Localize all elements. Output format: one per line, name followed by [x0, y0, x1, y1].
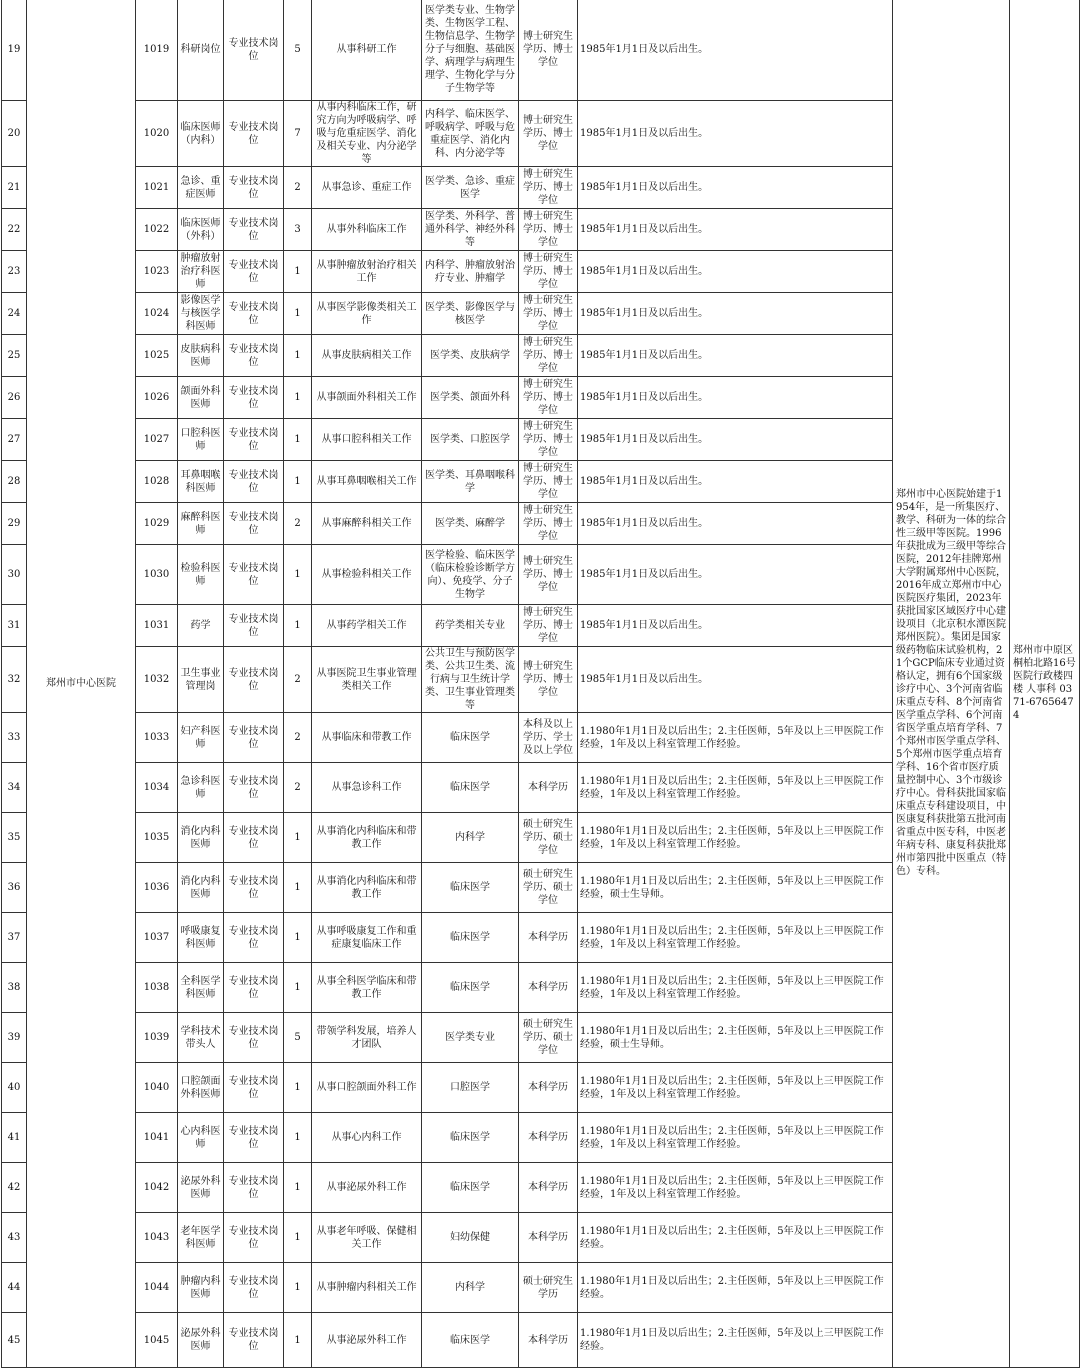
post-name: 泌尿外科医师: [178, 1313, 224, 1368]
post-name: 耳鼻咽喉科医师: [178, 461, 224, 503]
post-type: 专业技术岗位: [224, 503, 284, 545]
education-requirement: 博士研究生学历、博士学位: [519, 647, 578, 713]
post-code: 1030: [136, 545, 178, 605]
post-name: 泌尿外科医师: [178, 1163, 224, 1213]
headcount: 1: [284, 461, 312, 503]
post-name: 影像医学与核医学科医师: [178, 293, 224, 335]
job-duty: 从事颌面外科相关工作: [312, 377, 422, 419]
job-duty: 从事麻醉科相关工作: [312, 503, 422, 545]
post-code: 1045: [136, 1313, 178, 1368]
row-number: 41: [2, 1113, 27, 1163]
row-number: 27: [2, 419, 27, 461]
post-type: 专业技术岗位: [224, 605, 284, 647]
headcount: 1: [284, 605, 312, 647]
job-duty: 从事医院卫生事业管理类相关工作: [312, 647, 422, 713]
major-requirement: 医学类、耳鼻咽喉科学: [422, 461, 519, 503]
major-requirement: 医学类、影像医学与核医学: [422, 293, 519, 335]
post-name: 皮肤病科医师: [178, 335, 224, 377]
recruitment-table: [1, 0, 1080, 1368]
other-requirement: 1985年1月1日及以后出生。: [578, 377, 893, 419]
job-duty: 从事内科临床工作，研究方向为呼吸病学、呼吸与危重症医学、消化及相关专业、内分泌学等: [312, 101, 422, 167]
major-requirement: 临床医学: [422, 963, 519, 1013]
other-requirement: 1.1980年1月1日及以后出生；2.主任医师，5年及以上三甲医院工作经验，1年及以上科室管理工作经验。: [578, 763, 893, 813]
post-type: 专业技术岗位: [224, 1263, 284, 1313]
education-requirement: 本科学历: [519, 1113, 578, 1163]
headcount: 1: [284, 377, 312, 419]
post-name: 临床医师（外科）: [178, 209, 224, 251]
post-code: 1044: [136, 1263, 178, 1313]
post-code: 1024: [136, 293, 178, 335]
job-duty: 从事消化内科临床和带教工作: [312, 813, 422, 863]
other-requirement: 1985年1月1日及以后出生。: [578, 251, 893, 293]
headcount: 2: [284, 167, 312, 209]
job-duty: 从事泌尿外科工作: [312, 1163, 422, 1213]
post-name: 急诊科医师: [178, 763, 224, 813]
post-type: 专业技术岗位: [224, 0, 284, 101]
contact-info: 郑州市中原区桐柏北路16号医院行政楼四楼 人事科 0371-67656474: [1010, 0, 1080, 1368]
row-number: 35: [2, 813, 27, 863]
post-type: 专业技术岗位: [224, 1313, 284, 1368]
job-duty: 从事急诊、重症工作: [312, 167, 422, 209]
post-name: 心内科医师: [178, 1113, 224, 1163]
post-name: 全科医学科医师: [178, 963, 224, 1013]
post-name: 消化内科医师: [178, 863, 224, 913]
post-code: 1027: [136, 419, 178, 461]
other-requirement: 1.1980年1月1日及以后出生；2.主任医师，5年及以上三甲医院工作经验，硕士生导师。: [578, 863, 893, 913]
headcount: 1: [284, 1313, 312, 1368]
major-requirement: 临床医学: [422, 1113, 519, 1163]
post-type: 专业技术岗位: [224, 251, 284, 293]
post-code: 1025: [136, 335, 178, 377]
headcount: 1: [284, 335, 312, 377]
other-requirement: 1985年1月1日及以后出生。: [578, 605, 893, 647]
major-requirement: 医学类、麻醉学: [422, 503, 519, 545]
row-number: 45: [2, 1313, 27, 1368]
post-name: 肿瘤放射治疗科医师: [178, 251, 224, 293]
headcount: 1: [284, 1063, 312, 1113]
major-requirement: 临床医学: [422, 1313, 519, 1368]
post-name: 肿瘤内科医师: [178, 1263, 224, 1313]
job-duty: 从事消化内科临床和带教工作: [312, 863, 422, 913]
other-requirement: 1985年1月1日及以后出生。: [578, 503, 893, 545]
education-requirement: 硕士研究生学历、硕士学位: [519, 813, 578, 863]
education-requirement: 本科及以上学历、学士及以上学位: [519, 713, 578, 763]
table-body: [2, 0, 1080, 1368]
major-requirement: 医学检验、临床医学（临床检验诊断学方向）、免疫学、分子生物学: [422, 545, 519, 605]
post-code: 1035: [136, 813, 178, 863]
major-requirement: 临床医学: [422, 713, 519, 763]
row-number: 40: [2, 1063, 27, 1113]
post-type: 专业技术岗位: [224, 377, 284, 419]
education-requirement: 博士研究生学历、博士学位: [519, 545, 578, 605]
row-number: 30: [2, 545, 27, 605]
job-duty: 从事医学影像类相关工作: [312, 293, 422, 335]
job-duty: 从事口腔颌面外科工作: [312, 1063, 422, 1113]
job-duty: 从事临床和带教工作: [312, 713, 422, 763]
post-name: 口腔科医师: [178, 419, 224, 461]
post-type: 专业技术岗位: [224, 813, 284, 863]
education-requirement: 博士研究生学历、博士学位: [519, 503, 578, 545]
post-name: 科研岗位: [178, 0, 224, 101]
job-duty: 带领学科发展，培养人才团队: [312, 1013, 422, 1063]
other-requirement: 1.1980年1月1日及以后出生；2.主任医师，5年及以上三甲医院工作经验。: [578, 1313, 893, 1368]
post-code: 1040: [136, 1063, 178, 1113]
post-name: 临床医师（内科）: [178, 101, 224, 167]
major-requirement: 内科学、肿瘤放射治疗专业、肿瘤学: [422, 251, 519, 293]
other-requirement: 1985年1月1日及以后出生。: [578, 209, 893, 251]
hospital-introduction: 郑州市中心医院始建于1954年，是一所集医疗、教学、科研为一体的综合性三级甲等医院。1996年获批成为三级甲等综合医院，2012年挂牌郑州大学附属郑州中心医院，2016年成立郑州市中心医院医疗集团，2023年获批国家区域医疗中心建设项目（北京积水潭医院郑州医院）。集团是国家级药物临床试验机构，21个GCP临床专业通过资格认定，拥有6个国家级诊疗中心、3个河南省临床重点专科、8个河南省医学重点学科、6个河南省医学重点培育学科、7个郑州市医学重点学科、5个郑州市医学重点培育学科、16个省市医疗质量控制中心、3个市级诊疗中心。骨科获批国家临床重点专科建设项目，中医康复科获批第五批河南省重点中医专科，中医老年病专科、康复科获批郑州市第四批中医重点（特色）专科。: [893, 0, 1010, 1368]
post-code: 1021: [136, 167, 178, 209]
major-requirement: 临床医学: [422, 763, 519, 813]
headcount: 2: [284, 503, 312, 545]
education-requirement: 本科学历: [519, 1163, 578, 1213]
post-code: 1032: [136, 647, 178, 713]
employer-cell: 郑州市中心医院: [27, 0, 136, 1368]
job-duty: 从事药学相关工作: [312, 605, 422, 647]
row-number: 28: [2, 461, 27, 503]
headcount: 1: [284, 293, 312, 335]
headcount: 1: [284, 863, 312, 913]
education-requirement: 博士研究生学历、博士学位: [519, 461, 578, 503]
other-requirement: 1985年1月1日及以后出生。: [578, 0, 893, 101]
post-code: 1019: [136, 0, 178, 101]
job-duty: 从事检验科相关工作: [312, 545, 422, 605]
headcount: 5: [284, 0, 312, 101]
major-requirement: 内科学: [422, 813, 519, 863]
post-code: 1042: [136, 1163, 178, 1213]
post-code: 1034: [136, 763, 178, 813]
row-number: 31: [2, 605, 27, 647]
job-duty: 从事老年呼吸、保健相关工作: [312, 1213, 422, 1263]
post-type: 专业技术岗位: [224, 763, 284, 813]
other-requirement: 1.1980年1月1日及以后出生；2.主任医师，5年及以上三甲医院工作经验，1年及以上科室管理工作经验。: [578, 1113, 893, 1163]
post-name: 口腔颌面外科医师: [178, 1063, 224, 1113]
education-requirement: 本科学历: [519, 1213, 578, 1263]
post-type: 专业技术岗位: [224, 1063, 284, 1113]
job-duty: 从事口腔科相关工作: [312, 419, 422, 461]
job-duty: 从事急诊科工作: [312, 763, 422, 813]
other-requirement: 1.1980年1月1日及以后出生；2.主任医师，5年及以上三甲医院工作经验，1年及以上科室管理工作经验。: [578, 1163, 893, 1213]
job-duty: 从事皮肤病相关工作: [312, 335, 422, 377]
post-code: 1029: [136, 503, 178, 545]
headcount: 2: [284, 647, 312, 713]
post-name: 颌面外科医师: [178, 377, 224, 419]
job-duty: 从事心内科工作: [312, 1113, 422, 1163]
major-requirement: 医学类、急诊、重症医学: [422, 167, 519, 209]
post-code: 1039: [136, 1013, 178, 1063]
job-duty: 从事全科医学临床和带教工作: [312, 963, 422, 1013]
job-duty: 从事呼吸康复工作和重症康复临床工作: [312, 913, 422, 963]
job-duty: 从事肿瘤放射治疗相关工作: [312, 251, 422, 293]
post-code: 1043: [136, 1213, 178, 1263]
major-requirement: 医学类、颌面外科: [422, 377, 519, 419]
education-requirement: 博士研究生学历、博士学位: [519, 293, 578, 335]
row-number: 24: [2, 293, 27, 335]
post-name: 麻醉科医师: [178, 503, 224, 545]
other-requirement: 1.1980年1月1日及以后出生；2.主任医师，5年及以上三甲医院工作经验，1年及以上科室管理工作经验。: [578, 963, 893, 1013]
post-type: 专业技术岗位: [224, 913, 284, 963]
post-code: 1036: [136, 863, 178, 913]
headcount: 7: [284, 101, 312, 167]
post-type: 专业技术岗位: [224, 713, 284, 763]
education-requirement: 博士研究生学历、博士学位: [519, 0, 578, 101]
other-requirement: 1985年1月1日及以后出生。: [578, 545, 893, 605]
education-requirement: 硕士研究生学历、硕士学位: [519, 1013, 578, 1063]
major-requirement: 医学类专业、生物学类、生物医学工程、生物信息学、生物学分子与细胞、基础医学、病理学与病理生理学、生物化学与分子生物学等: [422, 0, 519, 101]
education-requirement: 博士研究生学历、博士学位: [519, 605, 578, 647]
headcount: 5: [284, 1013, 312, 1063]
headcount: 3: [284, 209, 312, 251]
headcount: 1: [284, 1263, 312, 1313]
education-requirement: 本科学历: [519, 963, 578, 1013]
education-requirement: 博士研究生学历、博士学位: [519, 251, 578, 293]
major-requirement: 内科学、临床医学、呼吸病学、呼吸与危重症医学、消化内科、内分泌学等: [422, 101, 519, 167]
post-name: 药学: [178, 605, 224, 647]
post-code: 1033: [136, 713, 178, 763]
other-requirement: 1985年1月1日及以后出生。: [578, 167, 893, 209]
other-requirement: 1.1980年1月1日及以后出生；2.主任医师，5年及以上三甲医院工作经验。: [578, 1263, 893, 1313]
post-name: 妇产科医师: [178, 713, 224, 763]
major-requirement: 临床医学: [422, 913, 519, 963]
post-name: 卫生事业管理岗: [178, 647, 224, 713]
post-code: 1026: [136, 377, 178, 419]
row-number: 39: [2, 1013, 27, 1063]
post-type: 专业技术岗位: [224, 167, 284, 209]
post-code: 1041: [136, 1113, 178, 1163]
headcount: 1: [284, 1213, 312, 1263]
major-requirement: 医学类、口腔医学: [422, 419, 519, 461]
post-type: 专业技术岗位: [224, 647, 284, 713]
education-requirement: 硕士研究生学历、硕士学位: [519, 863, 578, 913]
row-number: 44: [2, 1263, 27, 1313]
education-requirement: 本科学历: [519, 763, 578, 813]
headcount: 1: [284, 913, 312, 963]
post-type: 专业技术岗位: [224, 101, 284, 167]
post-type: 专业技术岗位: [224, 863, 284, 913]
post-type: 专业技术岗位: [224, 1013, 284, 1063]
post-name: 检验科医师: [178, 545, 224, 605]
major-requirement: 临床医学: [422, 863, 519, 913]
education-requirement: 硕士研究生学历: [519, 1263, 578, 1313]
other-requirement: 1.1980年1月1日及以后出生；2.主任医师，5年及以上三甲医院工作经验，1年及以上科室管理工作经验。: [578, 713, 893, 763]
headcount: 1: [284, 1163, 312, 1213]
post-code: 1022: [136, 209, 178, 251]
job-duty: 从事肿瘤内科相关工作: [312, 1263, 422, 1313]
post-type: 专业技术岗位: [224, 1163, 284, 1213]
education-requirement: 博士研究生学历、博士学位: [519, 419, 578, 461]
post-name: 老年医学科医师: [178, 1213, 224, 1263]
headcount: 1: [284, 963, 312, 1013]
other-requirement: 1985年1月1日及以后出生。: [578, 647, 893, 713]
post-type: 专业技术岗位: [224, 335, 284, 377]
post-type: 专业技术岗位: [224, 963, 284, 1013]
job-duty: 从事耳鼻咽喉相关工作: [312, 461, 422, 503]
job-duty: 从事外科临床工作: [312, 209, 422, 251]
post-type: 专业技术岗位: [224, 419, 284, 461]
other-requirement: 1.1980年1月1日及以后出生；2.主任医师，5年及以上三甲医院工作经验，1年及以上科室管理工作经验。: [578, 913, 893, 963]
post-code: 1023: [136, 251, 178, 293]
education-requirement: 本科学历: [519, 913, 578, 963]
row-number: 20: [2, 101, 27, 167]
major-requirement: 口腔医学: [422, 1063, 519, 1113]
headcount: 1: [284, 545, 312, 605]
other-requirement: 1985年1月1日及以后出生。: [578, 101, 893, 167]
headcount: 1: [284, 813, 312, 863]
education-requirement: 博士研究生学历、博士学位: [519, 377, 578, 419]
headcount: 1: [284, 419, 312, 461]
headcount: 1: [284, 1113, 312, 1163]
row-number: 42: [2, 1163, 27, 1213]
major-requirement: 医学类、皮肤病学: [422, 335, 519, 377]
post-type: 专业技术岗位: [224, 461, 284, 503]
row-number: 36: [2, 863, 27, 913]
other-requirement: 1.1980年1月1日及以后出生；2.主任医师，5年及以上三甲医院工作经验，1年及以上科室管理工作经验。: [578, 1063, 893, 1113]
other-requirement: 1985年1月1日及以后出生。: [578, 419, 893, 461]
education-requirement: 博士研究生学历、博士学位: [519, 101, 578, 167]
education-requirement: 本科学历: [519, 1063, 578, 1113]
education-requirement: 博士研究生学历、博士学位: [519, 209, 578, 251]
row-number: 21: [2, 167, 27, 209]
post-name: 呼吸康复科医师: [178, 913, 224, 963]
row-number: 38: [2, 963, 27, 1013]
other-requirement: 1.1980年1月1日及以后出生；2.主任医师，5年及以上三甲医院工作经验，硕士生导师。: [578, 1013, 893, 1063]
row-number: 25: [2, 335, 27, 377]
row-number: 29: [2, 503, 27, 545]
education-requirement: 博士研究生学历、博士学位: [519, 167, 578, 209]
education-requirement: 本科学历: [519, 1313, 578, 1368]
major-requirement: 公共卫生与预防医学类、公共卫生类、流行病与卫生统计学类、卫生事业管理类等: [422, 647, 519, 713]
job-duty: 从事科研工作: [312, 0, 422, 101]
post-code: 1028: [136, 461, 178, 503]
row-number: 32: [2, 647, 27, 713]
post-type: 专业技术岗位: [224, 1213, 284, 1263]
headcount: 2: [284, 713, 312, 763]
table-row: [2, 0, 1080, 101]
other-requirement: 1985年1月1日及以后出生。: [578, 293, 893, 335]
post-code: 1037: [136, 913, 178, 963]
post-code: 1020: [136, 101, 178, 167]
row-number: 23: [2, 251, 27, 293]
major-requirement: 内科学: [422, 1263, 519, 1313]
other-requirement: 1.1980年1月1日及以后出生；2.主任医师，5年及以上三甲医院工作经验。: [578, 1213, 893, 1263]
row-number: 33: [2, 713, 27, 763]
row-number: 37: [2, 913, 27, 963]
job-duty: 从事泌尿外科工作: [312, 1313, 422, 1368]
post-name: 学科技术带头人: [178, 1013, 224, 1063]
major-requirement: 妇幼保健: [422, 1213, 519, 1263]
post-type: 专业技术岗位: [224, 1113, 284, 1163]
row-number: 43: [2, 1213, 27, 1263]
major-requirement: 医学类专业: [422, 1013, 519, 1063]
major-requirement: 药学类相关专业: [422, 605, 519, 647]
post-type: 专业技术岗位: [224, 545, 284, 605]
other-requirement: 1985年1月1日及以后出生。: [578, 335, 893, 377]
row-number: 19: [2, 0, 27, 101]
row-number: 22: [2, 209, 27, 251]
major-requirement: 临床医学: [422, 1163, 519, 1213]
headcount: 2: [284, 763, 312, 813]
post-type: 专业技术岗位: [224, 293, 284, 335]
post-code: 1031: [136, 605, 178, 647]
headcount: 1: [284, 251, 312, 293]
post-code: 1038: [136, 963, 178, 1013]
post-type: 专业技术岗位: [224, 209, 284, 251]
other-requirement: 1985年1月1日及以后出生。: [578, 461, 893, 503]
other-requirement: 1.1980年1月1日及以后出生；2.主任医师，5年及以上三甲医院工作经验，1年及以上科室管理工作经验。: [578, 813, 893, 863]
post-name: 急诊、重症医师: [178, 167, 224, 209]
row-number: 26: [2, 377, 27, 419]
post-name: 消化内科医师: [178, 813, 224, 863]
education-requirement: 博士研究生学历、博士学位: [519, 335, 578, 377]
row-number: 34: [2, 763, 27, 813]
major-requirement: 医学类、外科学、普通外科学、神经外科等: [422, 209, 519, 251]
